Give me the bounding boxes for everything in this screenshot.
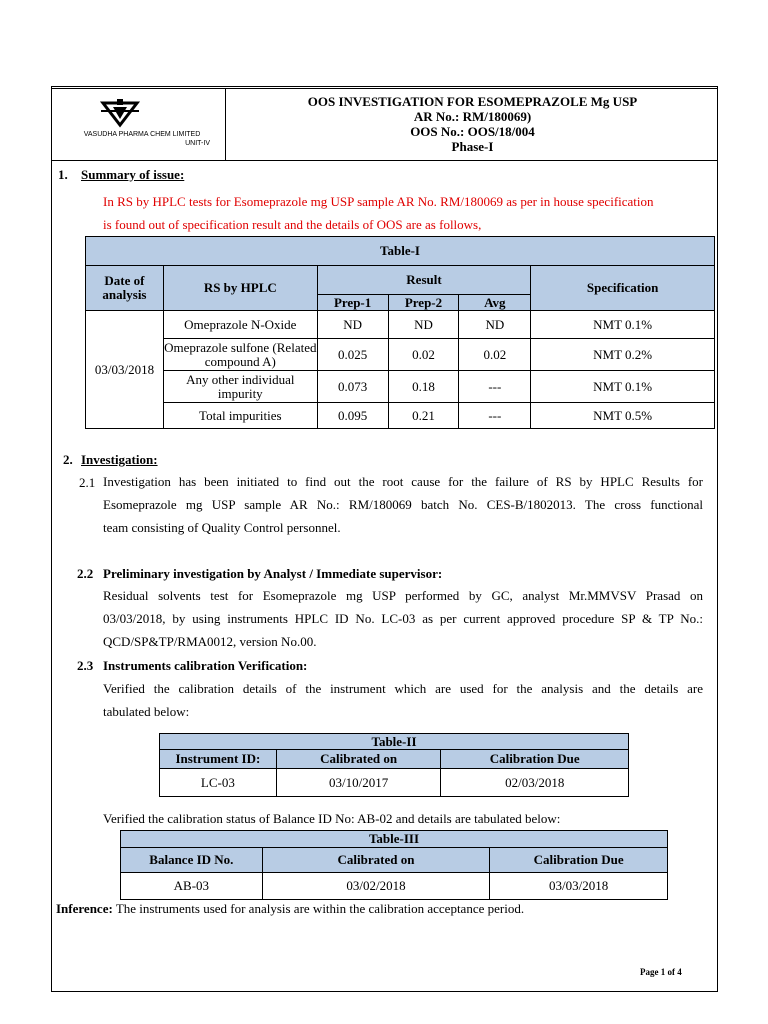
table-cell: LC-03 xyxy=(160,769,277,797)
p23-heading: Instruments calibration Verification: xyxy=(103,658,308,673)
summary-line-2: is found out of specification result and the details of OOS are as follows, xyxy=(103,217,482,232)
table-row xyxy=(160,769,629,797)
table-row xyxy=(121,873,668,900)
p22-line-3: QCD/SP&TP/RMA0012, version No.00. xyxy=(103,634,317,649)
table-cell: NMT 0.2% xyxy=(531,339,715,371)
table-row xyxy=(86,371,715,403)
table1-header-rs: RS by HPLC xyxy=(163,266,317,311)
table1-header-prep2: Prep-2 xyxy=(388,295,459,311)
p23-line-1: Verified the calibration details of the instrument which are used for the analysis and the details are xyxy=(103,681,703,696)
p21-line-2: Esomeprazole mg USP sample AR No.: RM/180069 batch No. CES-B/1802013. The cross functional xyxy=(103,497,703,512)
table-cell: 0.073 xyxy=(317,371,388,403)
table-cell: Any other individual impurity xyxy=(163,371,317,403)
table-2 xyxy=(159,733,629,797)
table-cell: 03/03/2018 xyxy=(490,873,668,900)
balance-text: Verified the calibration status of Balance ID No: AB-02 and details are tabulated below: xyxy=(103,811,561,826)
table-cell: 02/03/2018 xyxy=(441,769,629,797)
table-row xyxy=(86,403,715,429)
table1-caption: Table-I xyxy=(86,237,715,266)
section1-number: 1. xyxy=(58,167,68,182)
p23-number: 2.3 xyxy=(77,658,94,673)
page-number: Page 1 of 4 xyxy=(640,967,682,977)
table1-header-avg: Avg xyxy=(459,295,531,311)
table-cell: Omeprazole N-Oxide xyxy=(163,311,317,339)
table-row xyxy=(86,339,715,371)
table-cell: AB-03 xyxy=(121,873,263,900)
inference-text: The instruments used for analysis are within the calibration acceptance period. xyxy=(115,901,525,916)
company-logo-icon xyxy=(99,97,141,129)
p21-number: 2.1 xyxy=(79,475,96,490)
table-cell: 03/10/2017 xyxy=(276,769,441,797)
table-cell: ND xyxy=(388,311,459,339)
table-3 xyxy=(120,830,668,900)
table-cell: 0.025 xyxy=(317,339,388,371)
inference xyxy=(56,901,524,917)
table2-header-calibrated: Calibrated on xyxy=(276,750,441,769)
table-cell: 0.02 xyxy=(459,339,531,371)
p21-line-1: Investigation has been initiated to find out the root cause for the failure of RS by HPLC Results for xyxy=(103,474,703,489)
company-name xyxy=(62,130,222,148)
table1-header-prep1: Prep-1 xyxy=(317,295,388,311)
table1-header-spec: Specification xyxy=(531,266,715,311)
table2-header-due: Calibration Due xyxy=(441,750,629,769)
table-cell: --- xyxy=(459,403,531,429)
table2-header-instrument: Instrument ID: xyxy=(160,750,277,769)
table3-caption: Table-III xyxy=(121,831,668,848)
p23-text xyxy=(103,677,703,723)
table-cell: 0.18 xyxy=(388,371,459,403)
table1-header-result: Result xyxy=(317,266,531,295)
section1-heading: Summary of issue: xyxy=(81,167,185,182)
table3-header-calibrated: Calibrated on xyxy=(262,848,490,873)
p21-line-3: team consisting of Quality Control personnel. xyxy=(103,520,341,535)
table-cell: NMT 0.1% xyxy=(531,311,715,339)
table-1 xyxy=(85,236,715,429)
section2-number: 2. xyxy=(63,452,73,467)
p21-text xyxy=(103,470,703,539)
table-cell: 0.095 xyxy=(317,403,388,429)
table-cell: Total impurities xyxy=(163,403,317,429)
p22-heading: Preliminary investigation by Analyst / Immediate supervisor: xyxy=(103,566,443,581)
summary-line-1: In RS by HPLC tests for Esomeprazole mg USP sample AR No. RM/180069 as per in house specification xyxy=(103,194,654,209)
company-name-text: VASUDHA PHARMA CHEM LIMITED xyxy=(83,131,201,138)
p22-line-1: Residual solvents test for Esomeprazole mg USP performed by GC, analyst Mr.MMVSV Prasad on xyxy=(103,588,703,603)
table-cell: NMT 0.1% xyxy=(531,371,715,403)
table-cell: 03/02/2018 xyxy=(262,873,490,900)
ar-number: AR No.: RM/180069) xyxy=(413,109,532,124)
page-title: OOS INVESTIGATION FOR ESOMEPRAZOLE Mg USP xyxy=(307,94,638,109)
table-cell: Omeprazole sulfone (Related compound A) xyxy=(164,339,317,369)
table-cell: 0.02 xyxy=(388,339,459,371)
table3-header-balance: Balance ID No. xyxy=(121,848,263,873)
phase-label: Phase-I xyxy=(451,139,494,154)
p22-number: 2.2 xyxy=(77,566,94,581)
table-cell: ND xyxy=(317,311,388,339)
p23-line-2: tabulated below: xyxy=(103,704,190,719)
table3-header-due: Calibration Due xyxy=(490,848,668,873)
section2-heading: Investigation: xyxy=(81,452,158,467)
table-cell: 0.21 xyxy=(388,403,459,429)
table-cell: ND xyxy=(459,311,531,339)
p22-line-2: 03/03/2018, by using instruments HPLC ID No. LC-03 as per current approved procedure SP & TP No.: xyxy=(103,611,703,626)
table-cell: --- xyxy=(459,371,531,403)
table1-header-date: Date of analysis xyxy=(86,266,164,311)
header-bottom-rule xyxy=(51,160,718,161)
oos-number: OOS No.: OOS/18/004 xyxy=(410,124,535,139)
table-row xyxy=(86,311,715,339)
summary-text xyxy=(103,190,708,236)
table2-caption: Table-II xyxy=(160,734,629,750)
table1-date: 03/03/2018 xyxy=(86,311,164,429)
p22-text xyxy=(103,584,703,653)
company-unit-text: UNIT-IV xyxy=(185,140,210,147)
inference-label: Inference: xyxy=(56,901,113,916)
table-cell: NMT 0.5% xyxy=(531,403,715,429)
